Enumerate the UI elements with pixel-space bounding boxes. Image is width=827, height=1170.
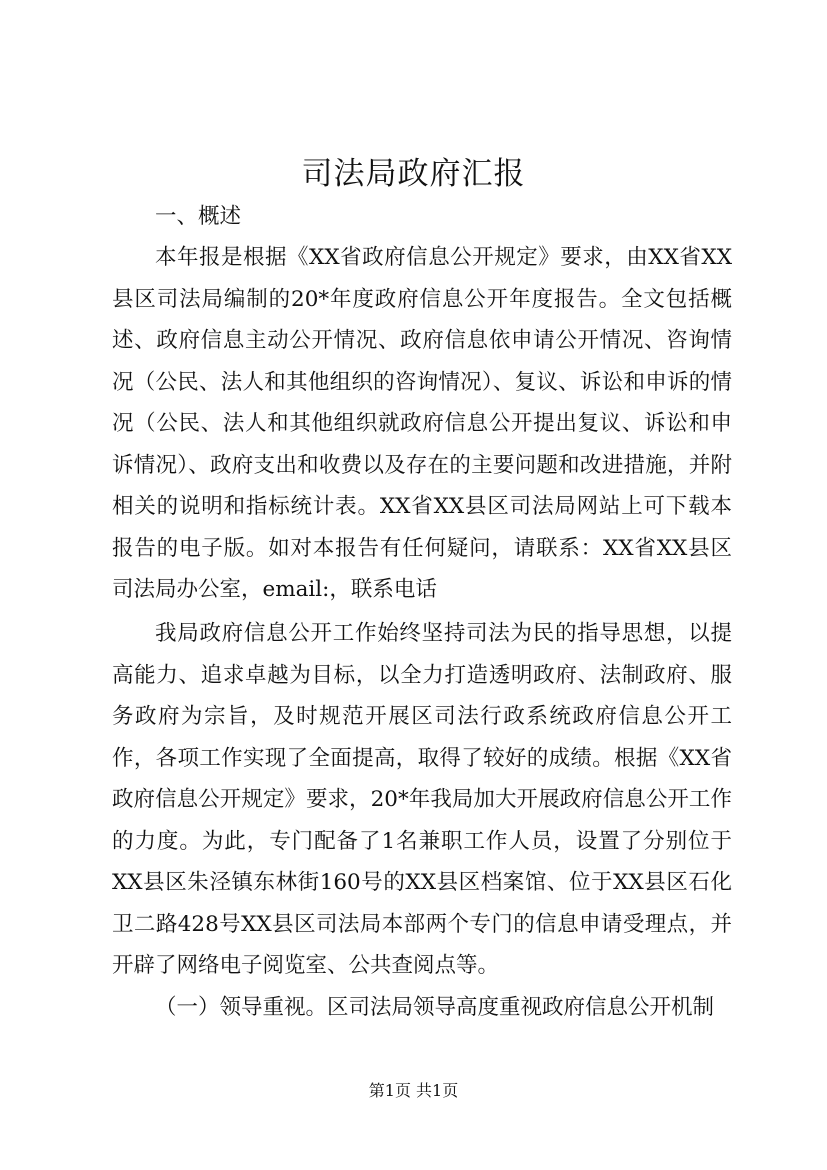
paragraph-leadership: （一）领导重视。区司法局领导高度重视政府信息公开机制 <box>155 995 715 1020</box>
page-footer: 第1页 共1页 <box>368 1081 459 1100</box>
paragraph-work-summary: 我局政府信息公开工作始终坚持司法为民的指导思想，以提高能力、追求卓越为目标，以全力打造透明政府、法制政府、服务政府为宗旨，及时规范开展区司法行政系统政府信息公开工作，各项工作实现了全面提高，取得了较好的成绩。根据《XX省政府信息公开规定》要求，20*年我局加大开展政府信息公开工作的力度。为此，专门配备了1名兼职工作人员，设置了分别位于XX县区朱泾镇东林街160号的XX县区档案馆、位于XX县区石化卫二路428号XX县区司法局本部两个专门的信息申请受理点，并开辟了网络电子阅览室、公共查阅点等。 <box>112 621 732 978</box>
paragraph-overview: 本年报是根据《XX省政府信息公开规定》要求，由XX省XX县区司法局编制的20*年度政府信息公开年度报告。全文包括概述、政府信息主动公开情况、政府信息依申请公开情况、咨询情况（公民、法人和其他组织的咨询情况）、复议、诉讼和申诉的情况（公民、法人和其他组织就政府信息公开提出复议、诉讼和申诉情况）、政府支出和收费以及存在的主要问题和改进措施，并附相关的说明和指标统计表。XX省XX县区司法局网站上可下载本报告的电子版。如对本报告有任何疑问，请联系：XX省XX县区司法局办公室，email:，联系电话 <box>112 245 732 602</box>
section-heading: 一、概述 <box>155 204 242 229</box>
page-title: 司法局政府汇报 <box>301 156 526 192</box>
